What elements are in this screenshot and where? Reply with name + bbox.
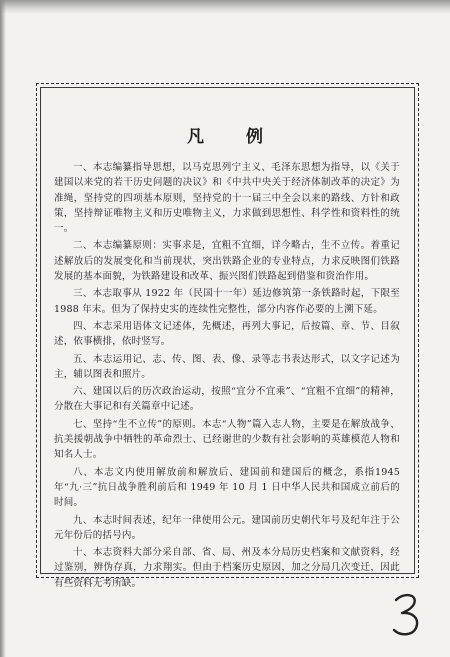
body-text [54, 160, 400, 593]
paragraph-9: 九、本志时间表述，纪年一律使用公元。建国前历史朝代年号及纪年注于公元年份后的括号内。 [54, 514, 400, 541]
paragraph-7: 七、坚持“生不立传”的原则。本志“人物”篇入志人物，主要是在解放战争、抗美援朝战争中牺牲的革命烈士、已经谢世的少数有社会影响的英雄模范人物和知名人士。 [54, 418, 400, 461]
paragraph-4: 四、本志采用语体文记述体，先概述，再列大事记，后按篇、章、节、目叙述，依事横排，依时竖写。 [54, 320, 400, 348]
page-title: 凡 例 [187, 127, 281, 147]
scan-left-edge [0, 0, 6, 657]
paragraph-8: 八、本志文内使用解放前和解放后、建国前和建国后的概念，系指1945 年“九·三”抗日战争胜利前后和 1949 年 10 月 1 日中华人民共和国成立前后的时间。 [54, 466, 400, 509]
paragraph-6: 六、建国以后的历次政治运动，按照“宜分不宜乘”、“宜粗不宜细”的精神，分散在大事记和有关篇章中记述。 [54, 386, 400, 413]
paragraph-10: 十、本志资料大部分采自部、省、局、州及本分局历史档案和文献资料，经过鉴别，辨伪存真，力求翔实。但由于档案历史原因，加之分局几次变迁，因此有些资料无考所缺。 [54, 547, 400, 589]
paragraph-2: 二、本志编纂原则：实事求是，宜粗不宜细，详今略古，生不立传。着重记述解放后的发展变化和当前现状，突出铁路企业的专业特点，力求反映图们铁路发展的基本面貌，为铁路建设和改革、振兴图们铁路起到借鉴和资治作用。 [54, 240, 400, 283]
paragraph-5: 五、本志运用记、志、传、图、表、像、录等志书表达形式，以文字记述为主，辅以图表和照片。 [54, 353, 400, 380]
paragraph-3: 三、本志取事从 1922 年（民国十一年）延边修筑第一条铁路时起，下限至 1988 年末。但为了保持史实的连续性完整性，部分内容作必要的上溯下延。 [54, 288, 400, 315]
scan-top-edge [0, 0, 450, 14]
paragraph-1: 一、本志编纂指导思想，以马克思列宁主义、毛泽东思想为指导，以《关于建国以来党的若干历史问题的决议》和《中共中央关于经济体制改革的决定》为准绳，坚持党的四项基本原则，坚持党的十一届三中全会以来的路线、方针和政策，坚持辩证唯物主义和历史唯物主义，力求做到思想性、科学性和资料性的统一。 [54, 162, 400, 235]
handwritten-page-number [388, 590, 428, 640]
